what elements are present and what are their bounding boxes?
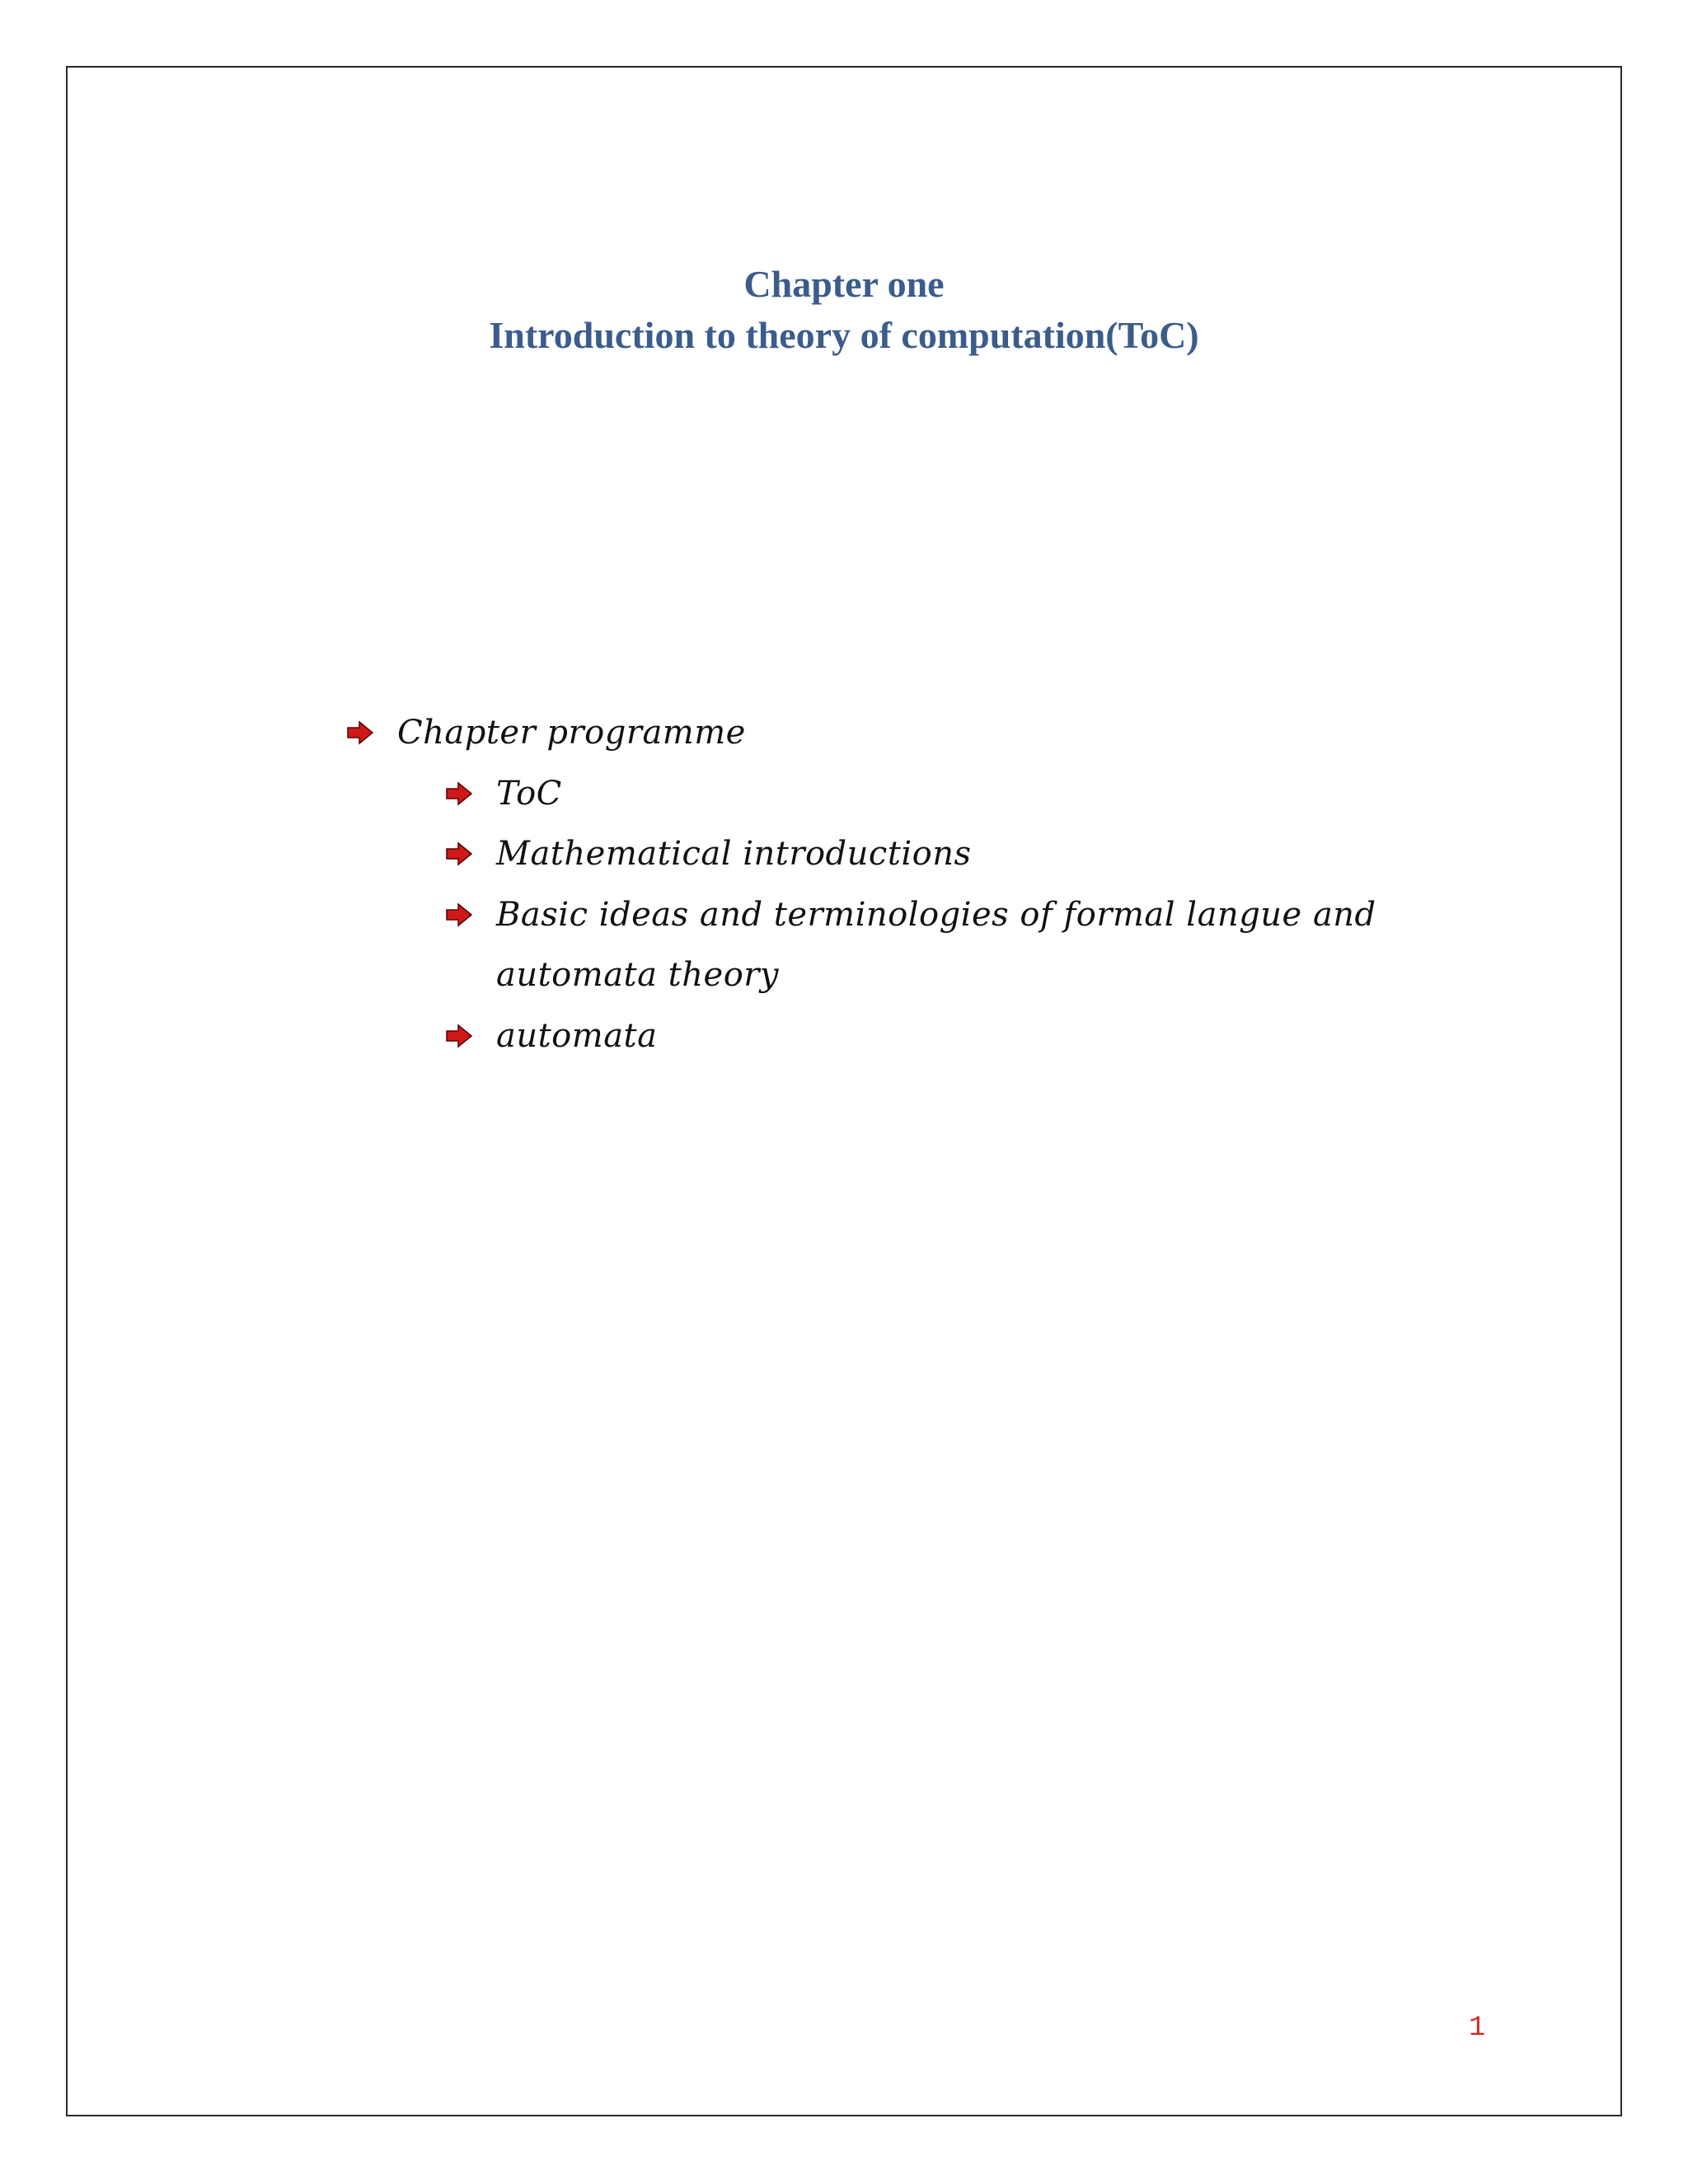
chapter-subtitle: Introduction to theory of computation(ToC) (489, 314, 1199, 356)
outline-item-label: ToC (496, 775, 562, 813)
outline-heading-row (346, 714, 746, 752)
outline-item (445, 1017, 657, 1055)
red-arrow-bullet-icon (445, 841, 473, 866)
page-border (66, 66, 1622, 2116)
outline-item-label: Mathematical introductions (496, 835, 972, 873)
outline-item (445, 775, 562, 813)
outline-heading: Chapter programme (397, 714, 746, 752)
outline-item (445, 835, 972, 873)
page-number: 1 (1469, 2013, 1486, 2044)
outline-item-label: automata theory (496, 956, 779, 994)
red-arrow-bullet-icon (445, 902, 473, 927)
chapter-title: Chapter one (743, 263, 945, 305)
outline-item-label: Basic ideas and terminologies of formal langue and (496, 896, 1376, 934)
outline-item-continuation (496, 956, 779, 994)
red-arrow-bullet-icon (445, 781, 473, 806)
chapter-title-block (0, 259, 1688, 361)
outline-item (445, 896, 1376, 934)
outline-item-label: automata (496, 1017, 658, 1055)
red-arrow-bullet-icon (445, 1024, 473, 1048)
red-arrow-bullet-icon (346, 720, 374, 745)
